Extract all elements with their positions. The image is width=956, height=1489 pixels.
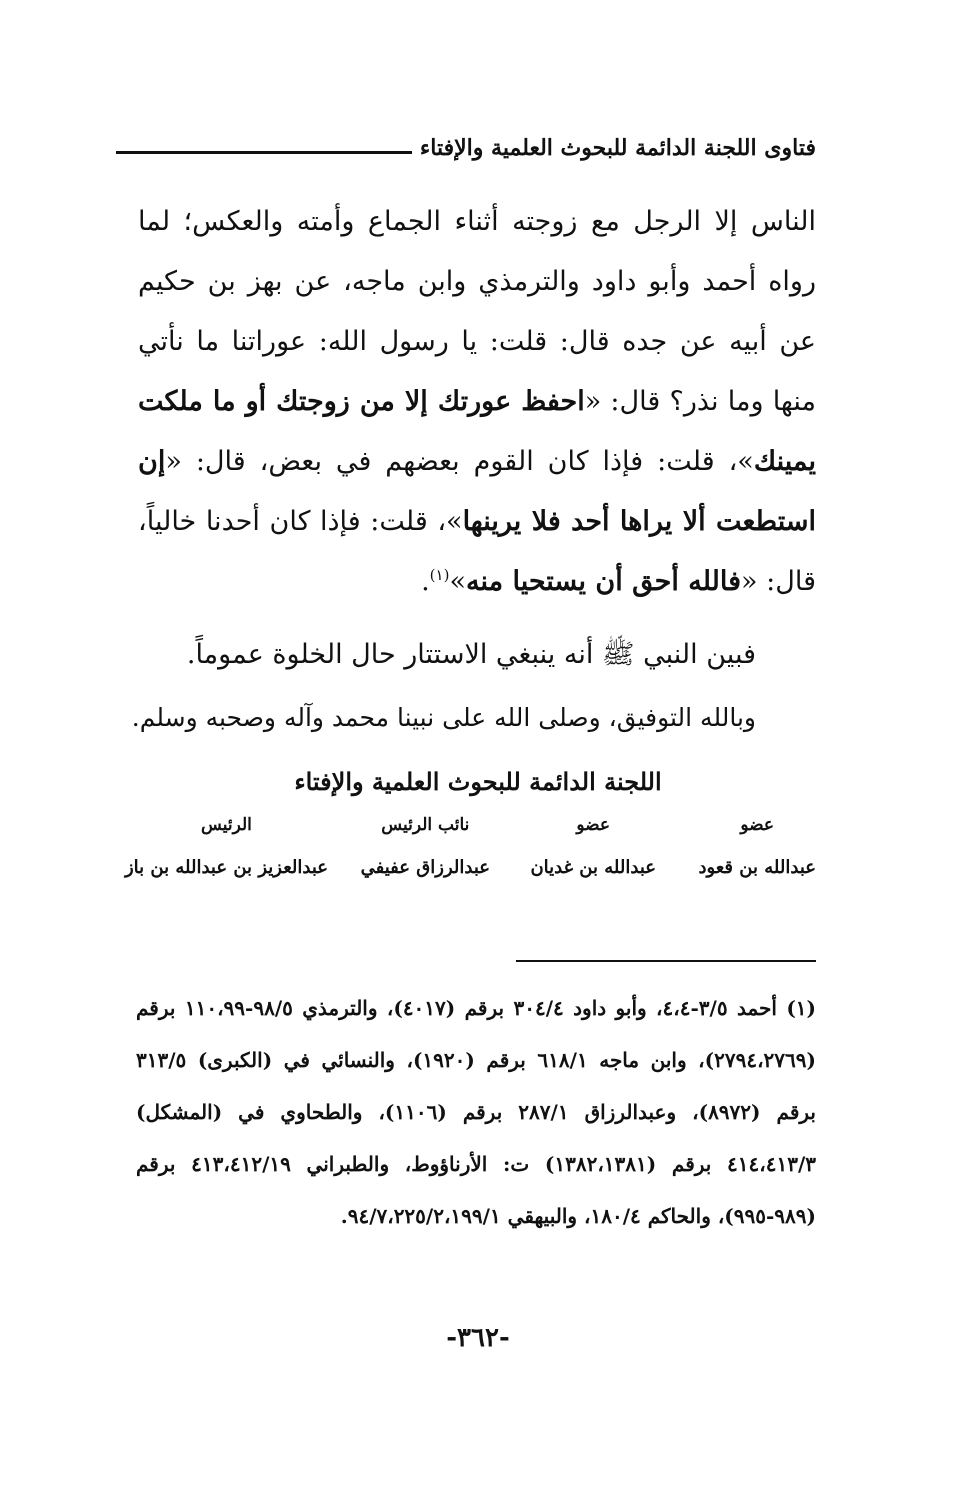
signature-member-2 [530,810,656,888]
footnote: (١) أحمد ٣/٥-٤،٤، وأبو داود ٣٠٤/٤ برقم (٤٠١٧)، والترمذي ٩٨/٥-١١٠،٩٩ برقم (٢٧٩٤،٢٧٦٩)، وابن ماجه ٦١٨/١ برقم (١٩٢٠)، والنسائي في (الكبرى) ٣١٣/٥ برقم (٨٩٧٢)، وعبدالرزاق ٢٨٧/١ برقم (١١٠٦)، والطحاوي في (المشكل) ٤١٤،٤١٣/٣ برقم (١٣٨٢،١٣٨١) ت: الأرناؤوط، والطبراني ٤١٣،٤١٢/١٩ برقم (٩٨٩-٩٩٥)، والحاكم ١٨٠/٤، والبيهقي ٩٤/٧،٢٢٥/٢،١٩٩/١. [136,996,817,1228]
signature-name: عبدالله بن قعود [698,857,816,878]
signature-role: عضو [740,815,775,835]
committee-title: اللجنة الدائمة للبحوث العلمية والإفتاء [294,767,662,796]
hadith-quote: فالله أحق أن يستحيا منه [465,566,742,597]
hadith-quote: احفظ عورتك إلا من زوجتك أو ما ملكت يمينك [138,386,816,477]
signature-block [116,810,816,900]
signature-name: عبدالعزيز بن عبدالله بن باز [124,857,328,878]
signature-member-4 [125,810,328,888]
paragraph-3: وبالله التوفيق، وصلى الله على نبينا محمد وآله وصحبه وسلم. [131,703,756,732]
main-paragraph [138,192,816,612]
signature-role: عضو [576,815,611,835]
text-segment: »، قلت: فإذا كان القوم بعضهم في بعض، قال: « [165,446,754,477]
paragraph-1 [138,192,816,612]
text-segment: الناس إلا الرجل مع زوجته أثناء الجماع وأمته والعكس؛ لما رواه أحمد وأبو داود والترمذي وابن ماجه، عن بهز بن حكيم عن أبيه عن جده قال: قلت: يا رسول الله: عوراتنا ما نأتي منها وما نذر؟ قال: « [138,206,816,417]
signature-name: عبدالرزاق عفيفي [360,857,490,878]
footnote-reference: (١) [429,566,450,584]
hadith-quote: إن استطعت ألا يراها أحد فلا يرينها [138,446,816,537]
text-segment: » [449,566,466,597]
text-segment: »، قلت: فإذا كان أحدنا خالياً، قال: « [138,506,816,597]
text-segment: . [421,566,430,597]
signature-member-1 [698,810,816,888]
header-rule [116,151,412,154]
signature-role: نائب الرئيس [381,815,470,835]
running-header-title: فتاوى اللجنة الدائمة للبحوث العلمية والإفتاء [419,135,816,161]
paragraph-2: فبين النبي ﷺ أنه ينبغي الاستتار حال الخلوة عموماً. [186,639,756,670]
signature-role: الرئيس [201,815,252,835]
signature-name: عبدالله بن غديان [530,857,656,878]
footnote-separator [516,960,816,962]
running-header [116,128,816,168]
signature-member-3 [361,810,490,888]
page-number: -٣٦٢- [446,1323,510,1353]
